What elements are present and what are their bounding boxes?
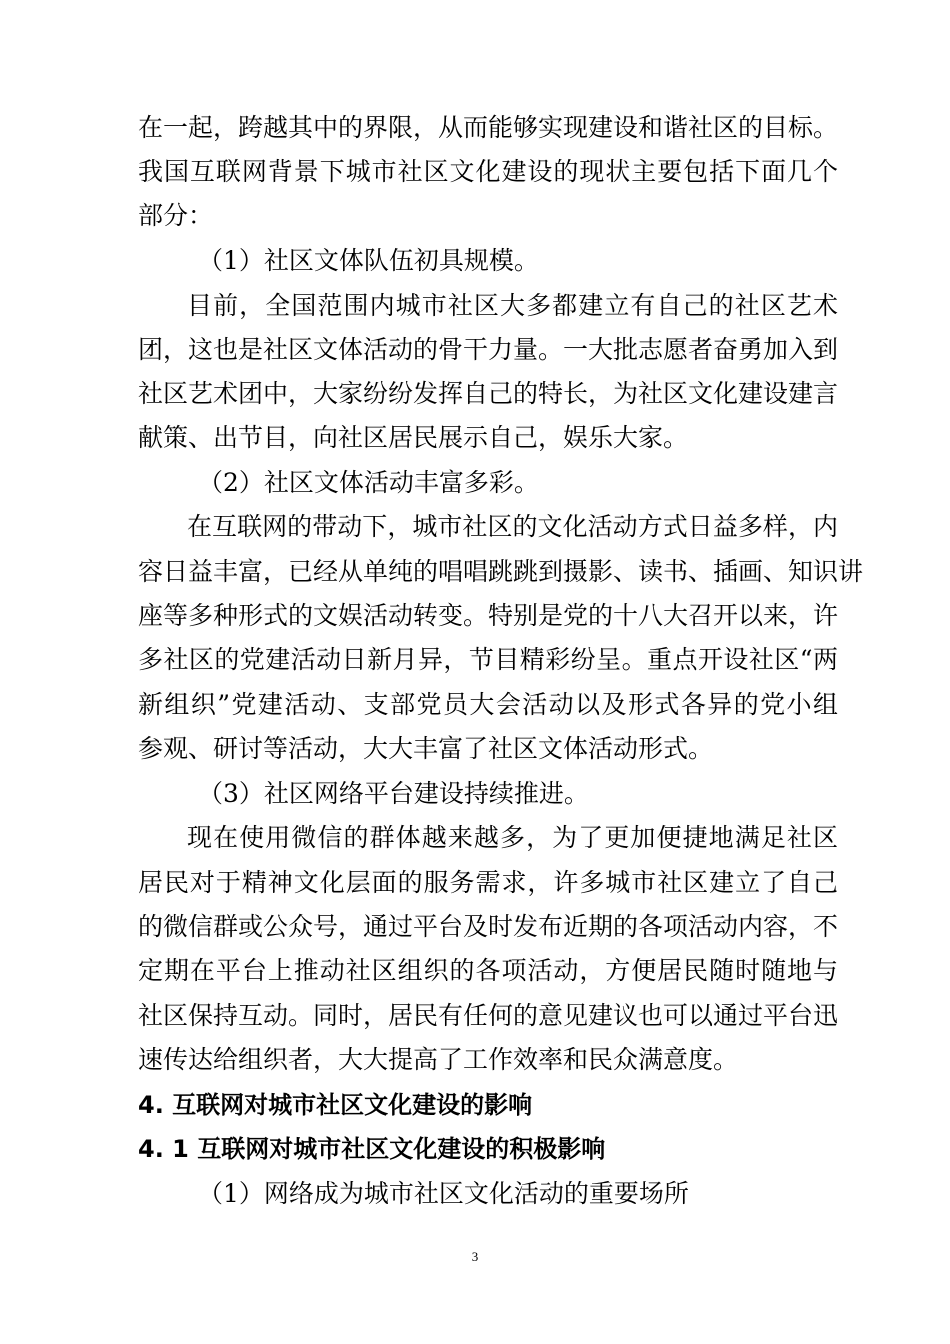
body-line: 容日益丰富，已经从单纯的唱唱跳跳到摄影、读书、插画、知识讲: [138, 557, 864, 586]
section-heading: 4. 互联网对城市社区文化建设的影响: [138, 1091, 533, 1119]
page-number: 3: [471, 1249, 479, 1264]
body-line: 社区保持互动。同时，居民有任何的意见建议也可以通过平台迅: [138, 1001, 839, 1030]
body-line: 座等多种形式的文娱活动转变。特别是党的十八大召开以来，许: [138, 601, 839, 630]
body-line: 多社区的党建活动日新月异，节目精彩纷呈。重点开设社区“两: [138, 645, 838, 674]
body-line: 我国互联网背景下城市社区文化建设的现状主要包括下面几个: [138, 157, 838, 186]
subsection-heading: 4. 1 互联网对城市社区文化建设的积极影响: [138, 1135, 606, 1163]
body-line: 新组织”党建活动、支部党员大会活动以及形式各异的党小组: [138, 690, 838, 719]
body-line: 参观、研讨等活动，大大丰富了社区文体活动形式。: [138, 734, 714, 763]
body-line: 居民对于精神文化层面的服务需求，许多城市社区建立了自己: [138, 868, 838, 897]
body-line: 速传达给组织者，大大提高了工作效率和民众满意度。: [138, 1045, 739, 1074]
list-item-heading: （1）社区文体队伍初具规模。: [198, 246, 539, 275]
list-item-heading: （3）社区网络平台建设持续推进。: [198, 779, 589, 808]
body-line: 社区艺术团中，大家纷纷发挥自己的特长，为社区文化建设建言: [138, 379, 839, 408]
body-line: 部分：: [138, 201, 214, 230]
body-line: 献策、出节目，向社区居民展示自己，娱乐大家。: [138, 423, 689, 452]
list-item-heading: （1）网络成为城市社区文化活动的重要场所: [198, 1179, 689, 1208]
paragraph-first-line: 现在使用微信的群体越来越多，为了更加便捷地满足社区: [187, 823, 838, 852]
paragraph-first-line: 目前，全国范围内城市社区大多都建立有自己的社区艺术: [187, 291, 838, 320]
body-line: 定期在平台上推动社区组织的各项活动，方便居民随时随地与: [138, 956, 838, 985]
body-line: 在一起，跨越其中的界限，从而能够实现建设和谐社区的目标。: [138, 113, 839, 142]
body-line: 的微信群或公众号，通过平台及时发布近期的各项活动内容，不: [138, 912, 839, 941]
paragraph-first-line: 在互联网的带动下，城市社区的文化活动方式日益多样，内: [187, 512, 838, 541]
list-item-heading: （2）社区文体活动丰富多彩。: [198, 468, 539, 497]
body-line: 团，这也是社区文体活动的骨干力量。一大批志愿者奋勇加入到: [138, 335, 839, 364]
